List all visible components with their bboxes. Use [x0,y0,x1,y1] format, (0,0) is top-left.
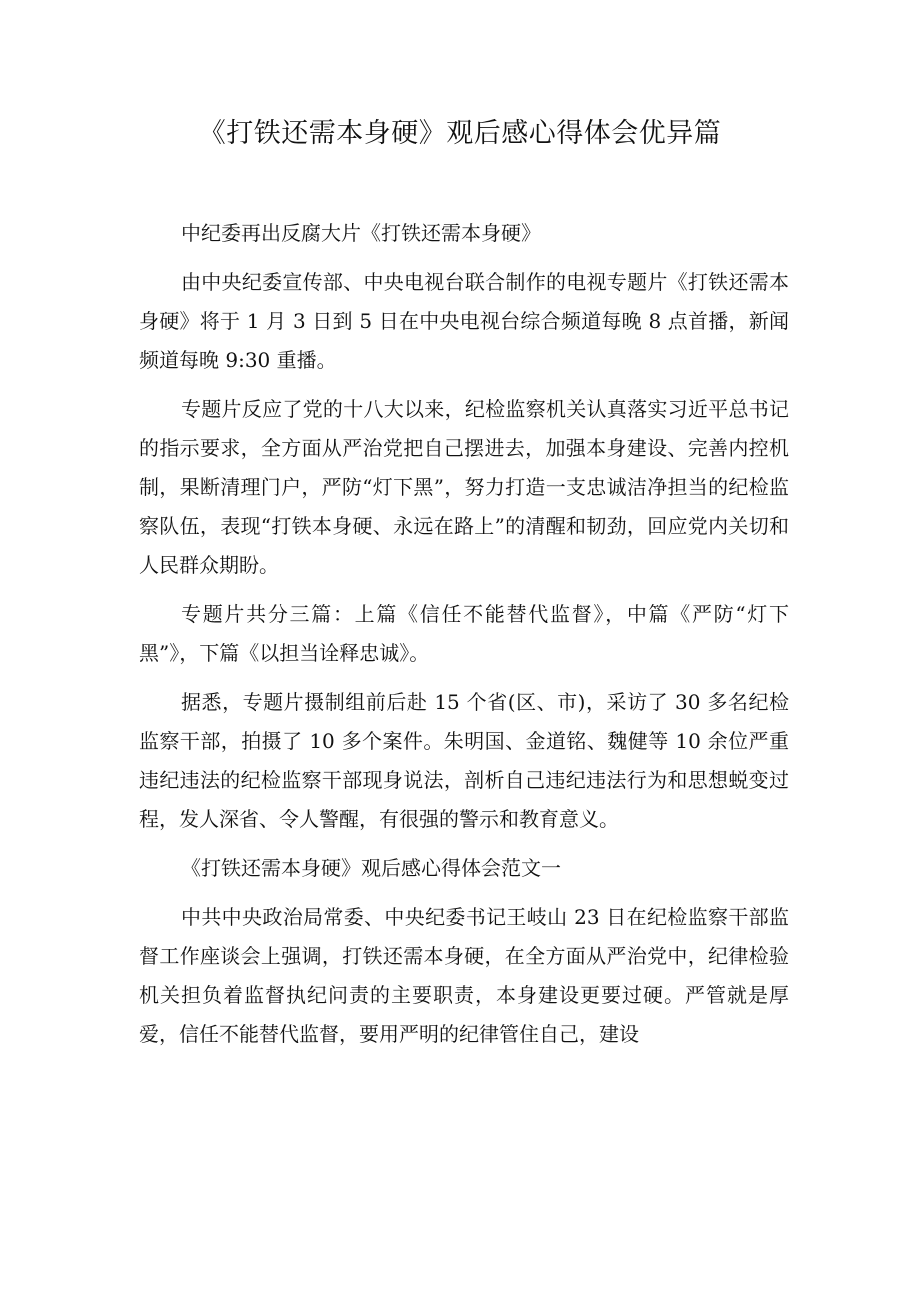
paragraph-essay: 中共中央政治局常委、中央纪委书记王岐山 23 日在纪检监察干部监督工作座谈会上强调，打铁还需本身硬，在全方面从严治党中，纪律检验机关担负着监督执纪问责的主要职责，本身建设更要过硬。严管就是厚爱，信任不能替代监督，要用严明的纪律管住自己，建设 [139,905,789,1046]
paragraph-intro: 中纪委再出反腐大片《打铁还需本身硬》 [181,221,541,245]
paragraph-content: 专题片反应了党的十八大以来，纪检监察机关认真落实习近平总书记的指示要求，全方面从严治党把自己摆进去，加强本身建设、完善内控机制，果断清理门户，严防“灯下黑”，努力打造一支忠诚洁净担当的纪检监察队伍，表现“打铁本身硬、永远在路上”的清醒和韧劲，回应党内关切和人民群众期盼。 [139,397,789,577]
section-heading: 《打铁还需本身硬》观后感心得体会范文一 [181,856,561,880]
paragraph-episodes: 专题片共分三篇：上篇《信任不能替代监督》，中篇《严防“灯下黑”》，下篇《以担当诠释忠诚》。 [139,602,789,665]
document-body [139,214,789,1064]
document-title: 《打铁还需本身硬》观后感心得体会优异篇 [198,118,722,149]
paragraph-production: 据悉，专题片摄制组前后赴 15 个省(区、市)，采访了 30 多名纪检监察干部，拍摄了 10 多个案件。朱明国、金道铭、魏健等 10 余位严重违纪违法的纪检监察干部现身说法，剖析自己违纪违法行为和思想蜕变过程，发人深省、令人警醒，有很强的警示和教育意义。 [139,690,789,831]
paragraph-broadcast: 由中央纪委宣传部、中央电视台联合制作的电视专题片《打铁还需本身硬》将于 1 月 3 日到 5 日在中央电视台综合频道每晚 8 点首播，新闻频道每晚 9:30 重播。 [139,270,789,372]
